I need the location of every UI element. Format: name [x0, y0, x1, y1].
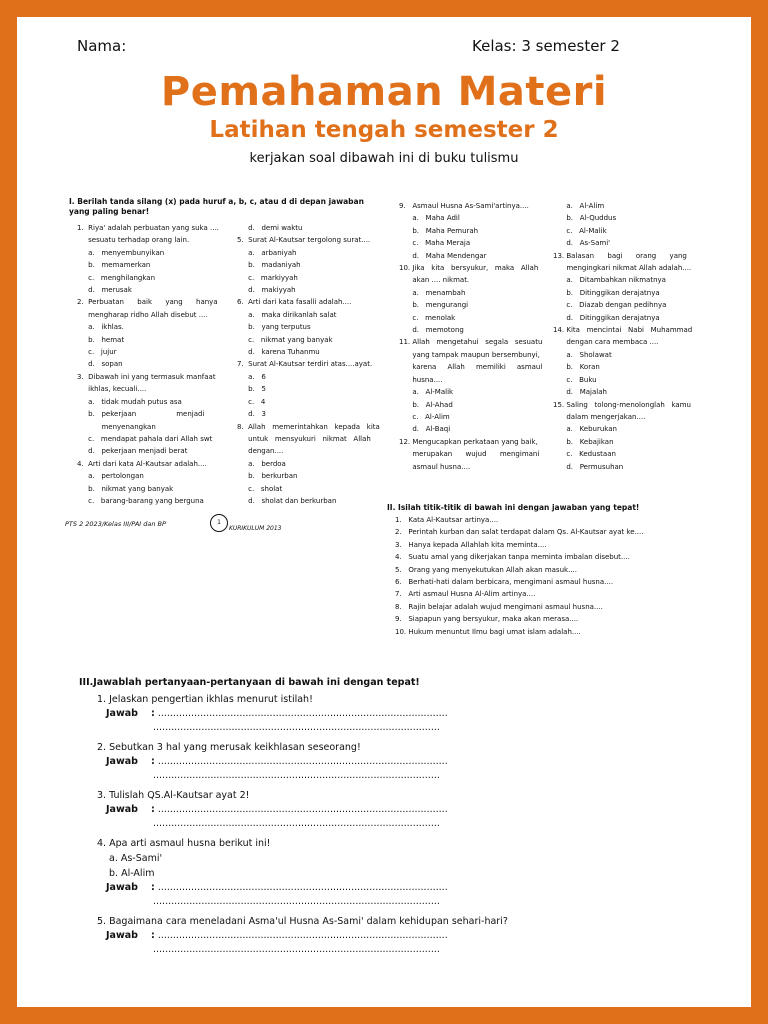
question-line: akan .... nikmat. [399, 276, 470, 285]
question-line: a. maka dirikanlah salat [237, 310, 337, 319]
question-line: c. menolak [399, 313, 456, 322]
fill-in-item: 3. Hanya kepada Allahlah kita meminta.... [395, 540, 547, 549]
colon: : [150, 882, 155, 893]
page-title: Pemahaman Materi [160, 69, 608, 115]
question-line: b. Al-Quddus [553, 214, 617, 223]
page-subtitle: Latihan tengah semester 2 [209, 117, 559, 143]
question-option-a: a. As-Sami' [109, 853, 163, 864]
question-option-b: b. Al-Alim [109, 868, 155, 879]
question-line: b. memamerkan [77, 261, 151, 270]
essay-question-1 [97, 694, 519, 733]
question-line: 9. Asmaul Husna As-Sami'artinya.... [399, 202, 529, 210]
answer-line [106, 756, 519, 767]
section3 [79, 677, 519, 955]
question-line: 12. Mengucapkan perkataan yang baik, [399, 437, 538, 446]
question-line: a. Keburukan [553, 425, 617, 434]
question-line: d. karena Tuhanmu [237, 348, 320, 357]
section2-list [395, 514, 745, 638]
question-line: ikhlas, kecuali.... [77, 385, 147, 394]
question-text: 1. Jelaskan pengertian ikhlas menurut istilah! [97, 694, 313, 705]
question-line: 14. Kita mencintai Nabi Muhammad [553, 326, 693, 335]
question-line: c. Kedustaan [553, 450, 616, 459]
question-line: a. Ditambahkan nikmatnya [553, 276, 666, 285]
answer-dots: ................................................................................................ [157, 756, 448, 767]
answer-dots: ................................................................................................ [157, 804, 448, 815]
question-line: 2. Perbuatan baik yang hanya [77, 298, 218, 307]
question-line: d. Maha Mendengar [399, 251, 487, 260]
fill-in-item: 1. Kata Al-Kautsar artinya.... [395, 516, 499, 524]
answer-line [106, 930, 519, 941]
question-line: untuk mensyukuri nikmat Allah [237, 434, 371, 443]
question-line: b. Ditinggikan derajatnya [553, 288, 660, 297]
answer-dots: ............................................................................................... [153, 896, 440, 907]
question-line: 7. Surat Al-Kautsar terdiri atas....ayat. [237, 360, 373, 369]
question-line: 5. Surat Al-Kautsar tergolong surat.... [237, 236, 371, 245]
footer-right: KURIKULUM 2013 [229, 525, 282, 532]
question-line: d. merusak [77, 286, 132, 295]
essay-question-2 [97, 742, 519, 781]
fill-in-item: 5. Orang yang menyekutukan Allah akan masuk.... [395, 565, 577, 574]
question-line: karena Allah memiliki asmaul [399, 363, 543, 372]
question-line: c. jujur [77, 348, 117, 357]
question-line: b. berkurban [237, 472, 298, 481]
question-line: d. demi waktu [237, 224, 303, 232]
question-text: 3. Tulislah QS.Al-Kautsar ayat 2! [97, 790, 250, 801]
answer-dots: ................................................................................................ [157, 930, 448, 941]
footer-left: PTS 2 2023/Kelas III/PAI dan BP [65, 520, 166, 528]
question-text: 2. Sebutkan 3 hal yang merusak keikhlasan seseorang! [97, 742, 361, 753]
fill-in-item: 10. Hukum menuntut Ilmu bagi umat islam adalah.... [395, 627, 581, 636]
colon: : [150, 756, 155, 767]
question-line: a. berdoa [237, 459, 286, 468]
page-number: 1 [210, 514, 228, 532]
question-text: 5. Bagaimana cara meneladani Asma'ul Husna As-Sami' dalam kehidupan sehari-hari? [97, 916, 508, 927]
question-line: 1. Riya' adalah perbuatan yang suka .... [77, 224, 219, 232]
question-line: d. makiyyah [237, 286, 296, 295]
question-line: d. Al-Baqi [399, 425, 451, 434]
jawab-label: Jawab [106, 804, 138, 815]
question-line: d. Ditinggikan derajatnya [553, 313, 660, 322]
answer-dots: ............................................................................................... [153, 944, 440, 955]
colon: : [150, 930, 155, 941]
jawab-label: Jawab [106, 930, 138, 941]
section1-column-3 [399, 200, 554, 473]
colon: : [150, 804, 155, 815]
question-line: merupakan wujud mengimani [399, 450, 540, 459]
question-line: c. Al-Malik [553, 226, 607, 235]
question-line: a. menambah [399, 288, 466, 297]
question-line: d. As-Sami' [553, 239, 611, 248]
question-line: a. Sholawat [553, 350, 612, 359]
answer-dots: ............................................................................................... [153, 818, 440, 829]
question-line: c. nikmat yang banyak [237, 335, 333, 344]
question-line: a. Al-Malik [399, 388, 454, 397]
essay-question-5 [97, 916, 519, 955]
question-line: b. Maha Pemurah [399, 226, 479, 235]
question-line: b. 5 [237, 385, 266, 394]
question-line: mengingkari nikmat Allah adalah.... [553, 264, 692, 273]
question-line: d. Permusuhan [553, 462, 624, 471]
question-line: 4. Arti dari kata Al-Kautsar adalah.... [77, 459, 207, 468]
question-line: c. mendapat pahala dari Allah swt [77, 434, 213, 443]
question-line: b. hemat [77, 335, 125, 344]
fill-in-item: 2. Perintah kurban dan salat terdapat dalam Qs. Al-Kautsar ayat ke.... [395, 528, 644, 537]
answer-dots: ............................................................................................... [153, 770, 440, 781]
question-line: b. nikmat yang banyak [77, 484, 174, 493]
section3-heading: III.Jawablah pertanyaan-pertanyaan di bawah ini dengan tepat! [79, 677, 420, 688]
section2-heading: II. Isilah titik-titik di bawah ini dengan jawaban yang tepat! [387, 503, 640, 512]
name-label: Nama: [77, 37, 127, 55]
question-line: b. yang terputus [237, 323, 311, 332]
question-line: 8. Allah memerintahkan kepada kita [237, 422, 380, 431]
question-line: c. sholat [237, 484, 283, 493]
question-line: d. Majalah [553, 388, 607, 397]
question-line: 13. Balasan bagi orang yang [553, 251, 687, 260]
section1-column-1 [77, 222, 247, 507]
jawab-label: Jawab [106, 882, 138, 893]
fill-in-item: 6. Berhati-hati dalam berbicara, mengimani asmaul husna.... [395, 578, 614, 587]
question-line: 10. Jika kita bersyukur, maka Allah [399, 264, 539, 273]
question-line: c. Al-Alim [399, 412, 450, 421]
class-label: Kelas: 3 semester 2 [472, 37, 620, 55]
question-line: b. pekerjaan menjadi [77, 410, 205, 419]
question-line: a. arbaniyah [237, 248, 297, 257]
question-line: a. ikhlas. [77, 323, 124, 332]
question-line: husna.... [399, 375, 443, 384]
question-line: a. Al-Alim [553, 202, 605, 210]
essay-question-3 [97, 790, 519, 829]
question-line: d. memotong [399, 326, 464, 335]
question-line: c. Maha Meraja [399, 239, 471, 248]
question-line: a. pertolongan [77, 472, 144, 481]
instruction-text: kerjakan soal dibawah ini di buku tulismu [249, 151, 519, 166]
question-line: a. tidak mudah putus asa [77, 397, 182, 406]
jawab-label: Jawab [106, 756, 138, 767]
question-line: b. Kebajikan [553, 437, 614, 446]
question-line: 3. Dibawah ini yang termasuk manfaat [77, 372, 216, 381]
question-line: b. Al-Ahad [399, 400, 453, 409]
fill-in-item: 7. Arti asmaul Husna Al-Alim artinya.... [395, 590, 536, 599]
question-line: 11. Allah mengetahui segala sesuatu [399, 338, 543, 347]
section1-column-4 [553, 200, 733, 473]
answer-line [106, 882, 519, 893]
fill-in-item: 8. Rajin belajar adalah wujud mengimani asmaul husna.... [395, 602, 603, 611]
jawab-label: Jawab [106, 708, 138, 719]
question-line: b. madaniyah [237, 261, 301, 270]
essay-question-4 [97, 838, 519, 907]
answer-line [106, 708, 519, 719]
question-line: 15. Saling tolong-menolonglah kamu [553, 400, 691, 409]
question-line: mengharap ridho Allah disebut .... [77, 310, 208, 319]
question-line: 6. Arti dari kata fasalli adalah.... [237, 298, 352, 307]
section1-heading: I. Berilah tanda silang (x) pada huruf a, b, c, atau d di depan jawaban yang paling benar! [69, 197, 364, 216]
answer-dots: ................................................................................................ [157, 708, 448, 719]
question-line: d. sholat dan berkurban [237, 496, 337, 505]
question-line: b. mengurangi [399, 301, 469, 310]
section1-column-2 [237, 222, 387, 507]
question-line: dalam mengerjakan.... [553, 412, 646, 421]
answer-dots: ................................................................................................ [157, 882, 448, 893]
question-line: b. Koran [553, 363, 600, 372]
question-line: a. Maha Adil [399, 214, 460, 223]
question-line: d. 3 [237, 410, 266, 419]
question-line: menyenangkan [77, 422, 156, 431]
worksheet-page [17, 17, 751, 1007]
question-line: c. menghilangkan [77, 273, 156, 282]
question-text: 4. Apa arti asmaul husna berikut ini! [97, 838, 271, 849]
question-line: asmaul husna.... [399, 462, 471, 471]
question-line: yang tampak maupun bersembunyi, [399, 350, 540, 359]
question-line: a. 6 [237, 372, 266, 381]
question-line: dengan.... [237, 447, 284, 456]
question-line: dengan cara membaca .... [553, 338, 659, 347]
question-line: a. menyembunyikan [77, 248, 165, 257]
fill-in-item: 4. Suatu amal yang dikerjakan tanpa meminta imbalan disebut.... [395, 553, 630, 562]
question-line: c. Diazab dengan pedihnya [553, 301, 667, 310]
fill-in-item: 9. Siapapun yang bersyukur, maka akan merasa.... [395, 615, 579, 624]
answer-dots: ............................................................................................... [153, 722, 440, 733]
question-line: c. markiyyah [237, 273, 298, 282]
question-line: d. sopan [77, 360, 123, 369]
question-line: c. 4 [237, 397, 266, 406]
question-line: c. Buku [553, 375, 597, 384]
question-line: d. pekerjaan menjadi berat [77, 447, 188, 456]
colon: : [150, 708, 155, 719]
question-line: c. barang-barang yang berguna [77, 496, 204, 505]
answer-line [106, 804, 519, 815]
question-line: sesuatu terhadap orang lain. [77, 236, 190, 245]
